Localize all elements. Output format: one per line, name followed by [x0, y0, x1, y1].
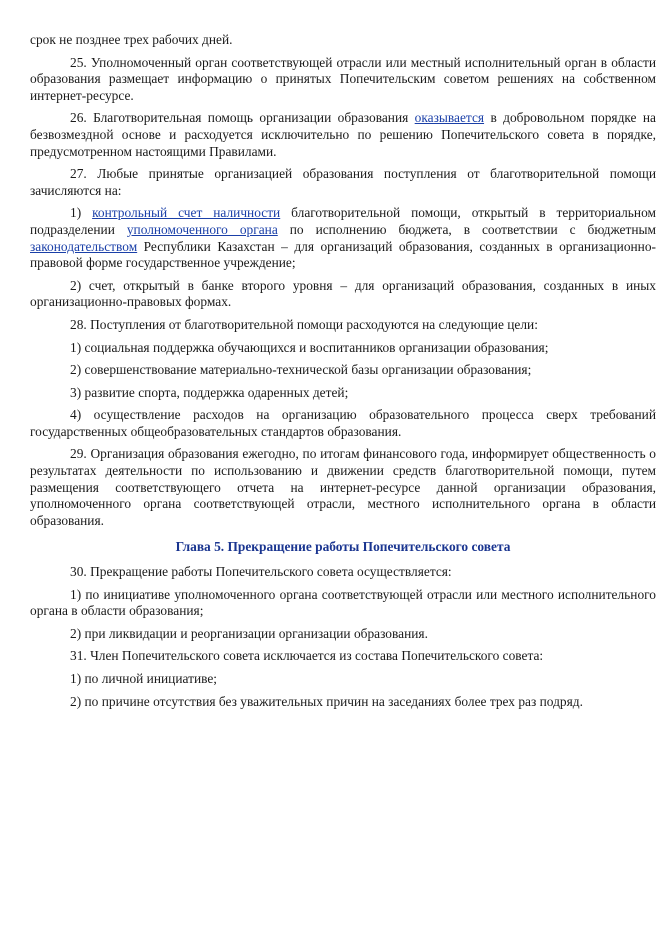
paragraph-28-item-1: 1) социальная поддержка обучающихся и воспитанников организации образования;	[70, 339, 549, 355]
paragraph-27-item-1	[30, 205, 656, 271]
paragraph-31-item-1: 1) по личной инициативе;	[70, 671, 218, 686]
paragraph-27-item-1-text-1: 1)	[70, 205, 93, 221]
paragraph-31-item-2: 2) по причине отсутствия без уважительных причин на заседаниях более трех раз подряд.	[70, 693, 583, 709]
paragraph-26-text-after: в добровольном порядке на безвозмездной основе и расходуется исключительно по решению Попечительского совета в порядке, предусмотренном настоящими Правилами.	[30, 110, 656, 159]
link-control-account[interactable]: контрольный счет наличности	[92, 205, 281, 221]
paragraph-26	[30, 110, 656, 160]
document-page	[30, 32, 656, 716]
paragraph-27-item-1-text-3: по исполнению бюджета, в соответствии с бюджетным	[277, 221, 656, 237]
chapter-5-heading: Глава 5. Прекращение работы Попечительского совета	[175, 539, 511, 555]
link-legislation[interactable]: законодательством	[30, 238, 138, 254]
link-authorized-body[interactable]: уполномоченного органа	[126, 221, 278, 237]
paragraph-25: 25. Уполномоченный орган соответствующей отрасли или местный исполнительный орган в области образования размещает информацию о принятых Попечительским советом решениях на собственном интернет-ресурсе.	[30, 54, 656, 103]
paragraph-28-item-3: 3) развитие спорта, поддержка одаренных детей;	[70, 384, 349, 400]
paragraph-26-text-before: 26. Благотворительная помощь организации образования	[70, 110, 415, 126]
paragraph-27-item-1-text-4: Республики Казахстан – для организаций образования, созданных в организационно-правовой форме государственное учреждение;	[30, 238, 656, 271]
paragraph-continuation: срок не позднее трех рабочих дней.	[30, 32, 233, 47]
paragraph-30: 30. Прекращение работы Попечительского совета осуществляется:	[70, 564, 452, 580]
link-okazyvaetsya[interactable]: оказывается	[414, 110, 485, 126]
paragraph-27: 27. Любые принятые организацией образования поступления от благотворительной помощи зачисляются на:	[30, 166, 656, 198]
paragraph-30-item-2: 2) при ликвидации и реорганизации организации образования.	[70, 625, 428, 641]
paragraph-27-item-1-text-2: благотворительной помощи, открытый в территориальном подразделении	[30, 205, 656, 237]
paragraph-31: 31. Член Попечительского совета исключается из состава Попечительского совета:	[70, 648, 544, 664]
paragraph-27-item-2: 2) счет, открытый в банке второго уровня – для организаций образования, созданных в иных организационно-правовых формах.	[30, 277, 656, 310]
paragraph-28: 28. Поступления от благотворительной помощи расходуются на следующие цели:	[70, 316, 538, 332]
paragraph-28-item-4: 4) осуществление расходов на организацию образовательного процесса сверх требований государственных общеобразовательных стандартов образования.	[30, 407, 656, 439]
paragraph-28-item-2: 2) совершенствование материально-технической базы организации образования;	[70, 362, 532, 378]
paragraph-29: 29. Организация образования ежегодно, по итогам финансового года, информирует общественность о результатах деятельности по использованию и движении средств благотворительной помощи, путем размещения соответствующего отчета на интернет-ресурсе данной организации образования, уполномоченного органа соответствующей отрасли, местного исполнительного органа в области образования.	[30, 446, 656, 528]
paragraph-30-item-1: 1) по инициативе уполномоченного органа соответствующей отрасли или местного исполнительного органа в области образования;	[30, 586, 656, 619]
